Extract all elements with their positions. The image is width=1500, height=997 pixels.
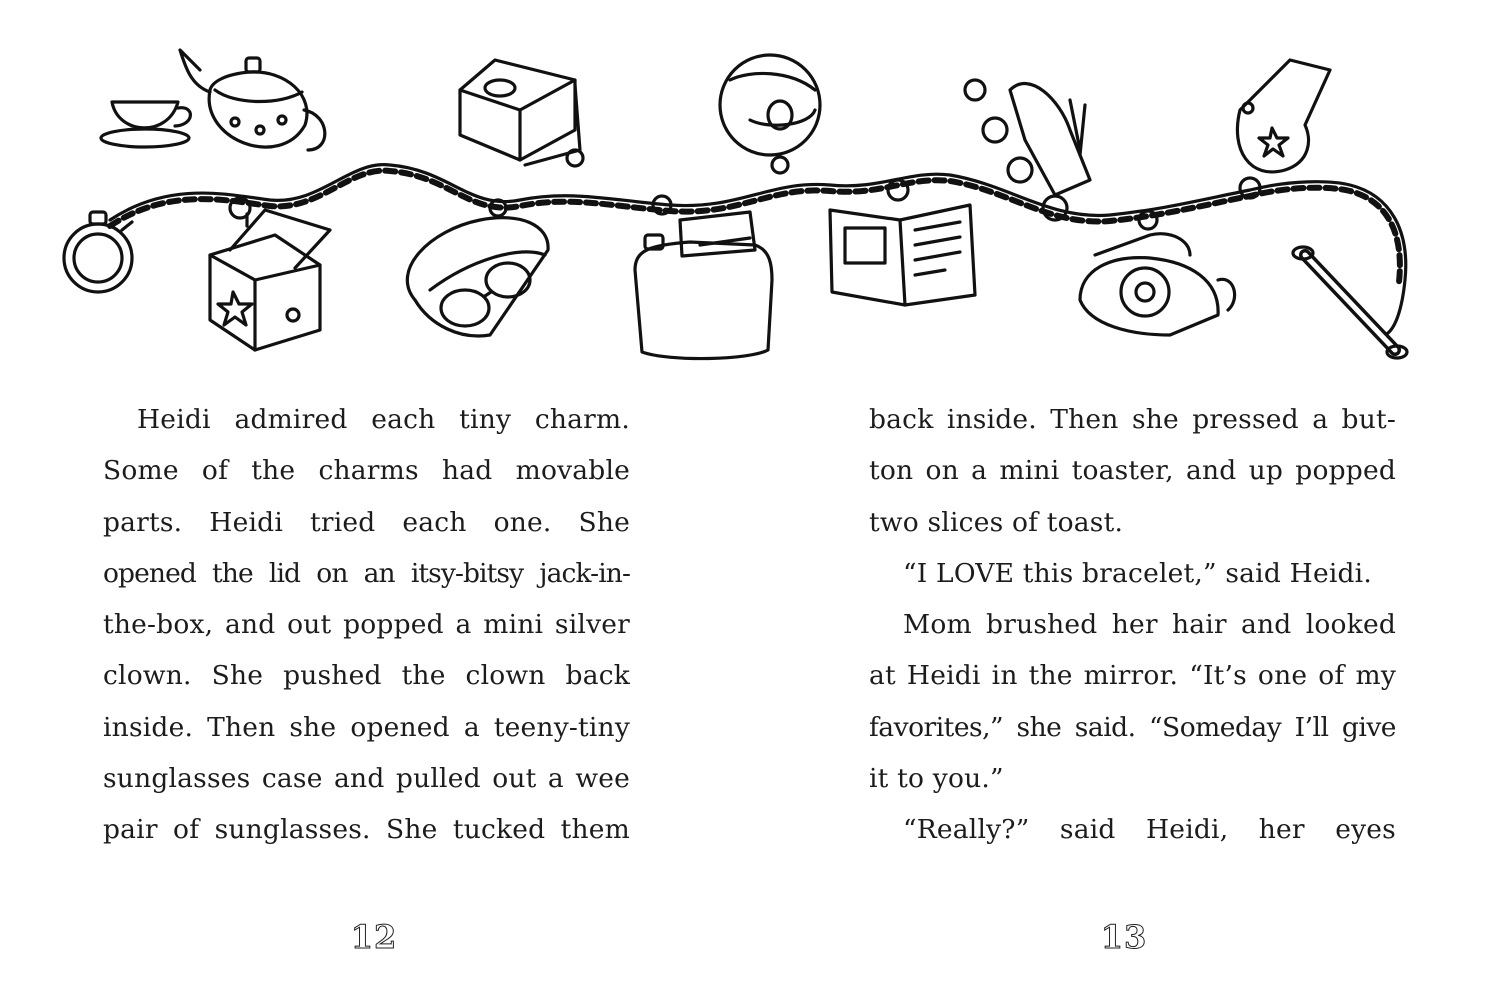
charm-bracelet-illustration — [50, 30, 1450, 375]
open-book-icon — [830, 180, 975, 305]
tissue-box-icon — [460, 60, 583, 166]
text-line: “Really?” said Heidi, her eyes — [903, 814, 1396, 846]
mirror-compact-icon — [720, 55, 820, 173]
rotary-telephone-icon — [1080, 211, 1235, 335]
text-line: Mom brushed her hair and looked — [903, 609, 1396, 641]
text-line: pair of sunglasses. She tucked them — [103, 814, 630, 846]
left-page-text — [103, 394, 630, 856]
teacup-icon — [101, 102, 190, 147]
text-line: Some of the charms had movable — [103, 455, 630, 487]
text-line: parts. Heidi tried each one. She — [103, 506, 630, 538]
whistle-icon — [1237, 60, 1330, 198]
toaster-icon — [635, 196, 772, 359]
text-line: ton on a mini toaster, and up popped — [869, 455, 1396, 487]
text-line: “I LOVE this bracelet,” said Heidi. — [903, 557, 1372, 589]
text-line: Heidi admired each tiny charm. — [137, 404, 630, 435]
bracelet-chain — [110, 165, 1406, 335]
stopwatch-icon — [64, 212, 132, 292]
text-line: opened the lid on an itsy-bitsy jack-in- — [103, 557, 630, 589]
jack-in-the-box-icon — [210, 198, 330, 350]
text-line: inside. Then she opened a teeny-tiny — [103, 711, 630, 743]
text-line: at Heidi in the mirror. “It’s one of my — [869, 660, 1396, 692]
text-line: clown. She pushed the clown back — [103, 660, 630, 692]
toggle-bar-icon — [1293, 247, 1407, 358]
text-line: two slices of toast. — [869, 506, 1124, 538]
text-line: the-box, and out popped a mini silver — [103, 609, 630, 641]
text-line: favorites,” she said. “Someday I’ll give — [869, 711, 1396, 743]
right-page-text — [869, 394, 1396, 856]
sunglasses-case-icon — [407, 200, 548, 336]
text-line: sunglasses case and pulled out a wee — [103, 763, 630, 795]
page-number-right: 13 — [1100, 918, 1148, 956]
page-number-left: 12 — [350, 918, 398, 956]
text-line: back inside. Then she pressed a but- — [869, 404, 1396, 435]
text-line: it to you.” — [869, 763, 1004, 795]
teapot-icon — [180, 50, 325, 150]
